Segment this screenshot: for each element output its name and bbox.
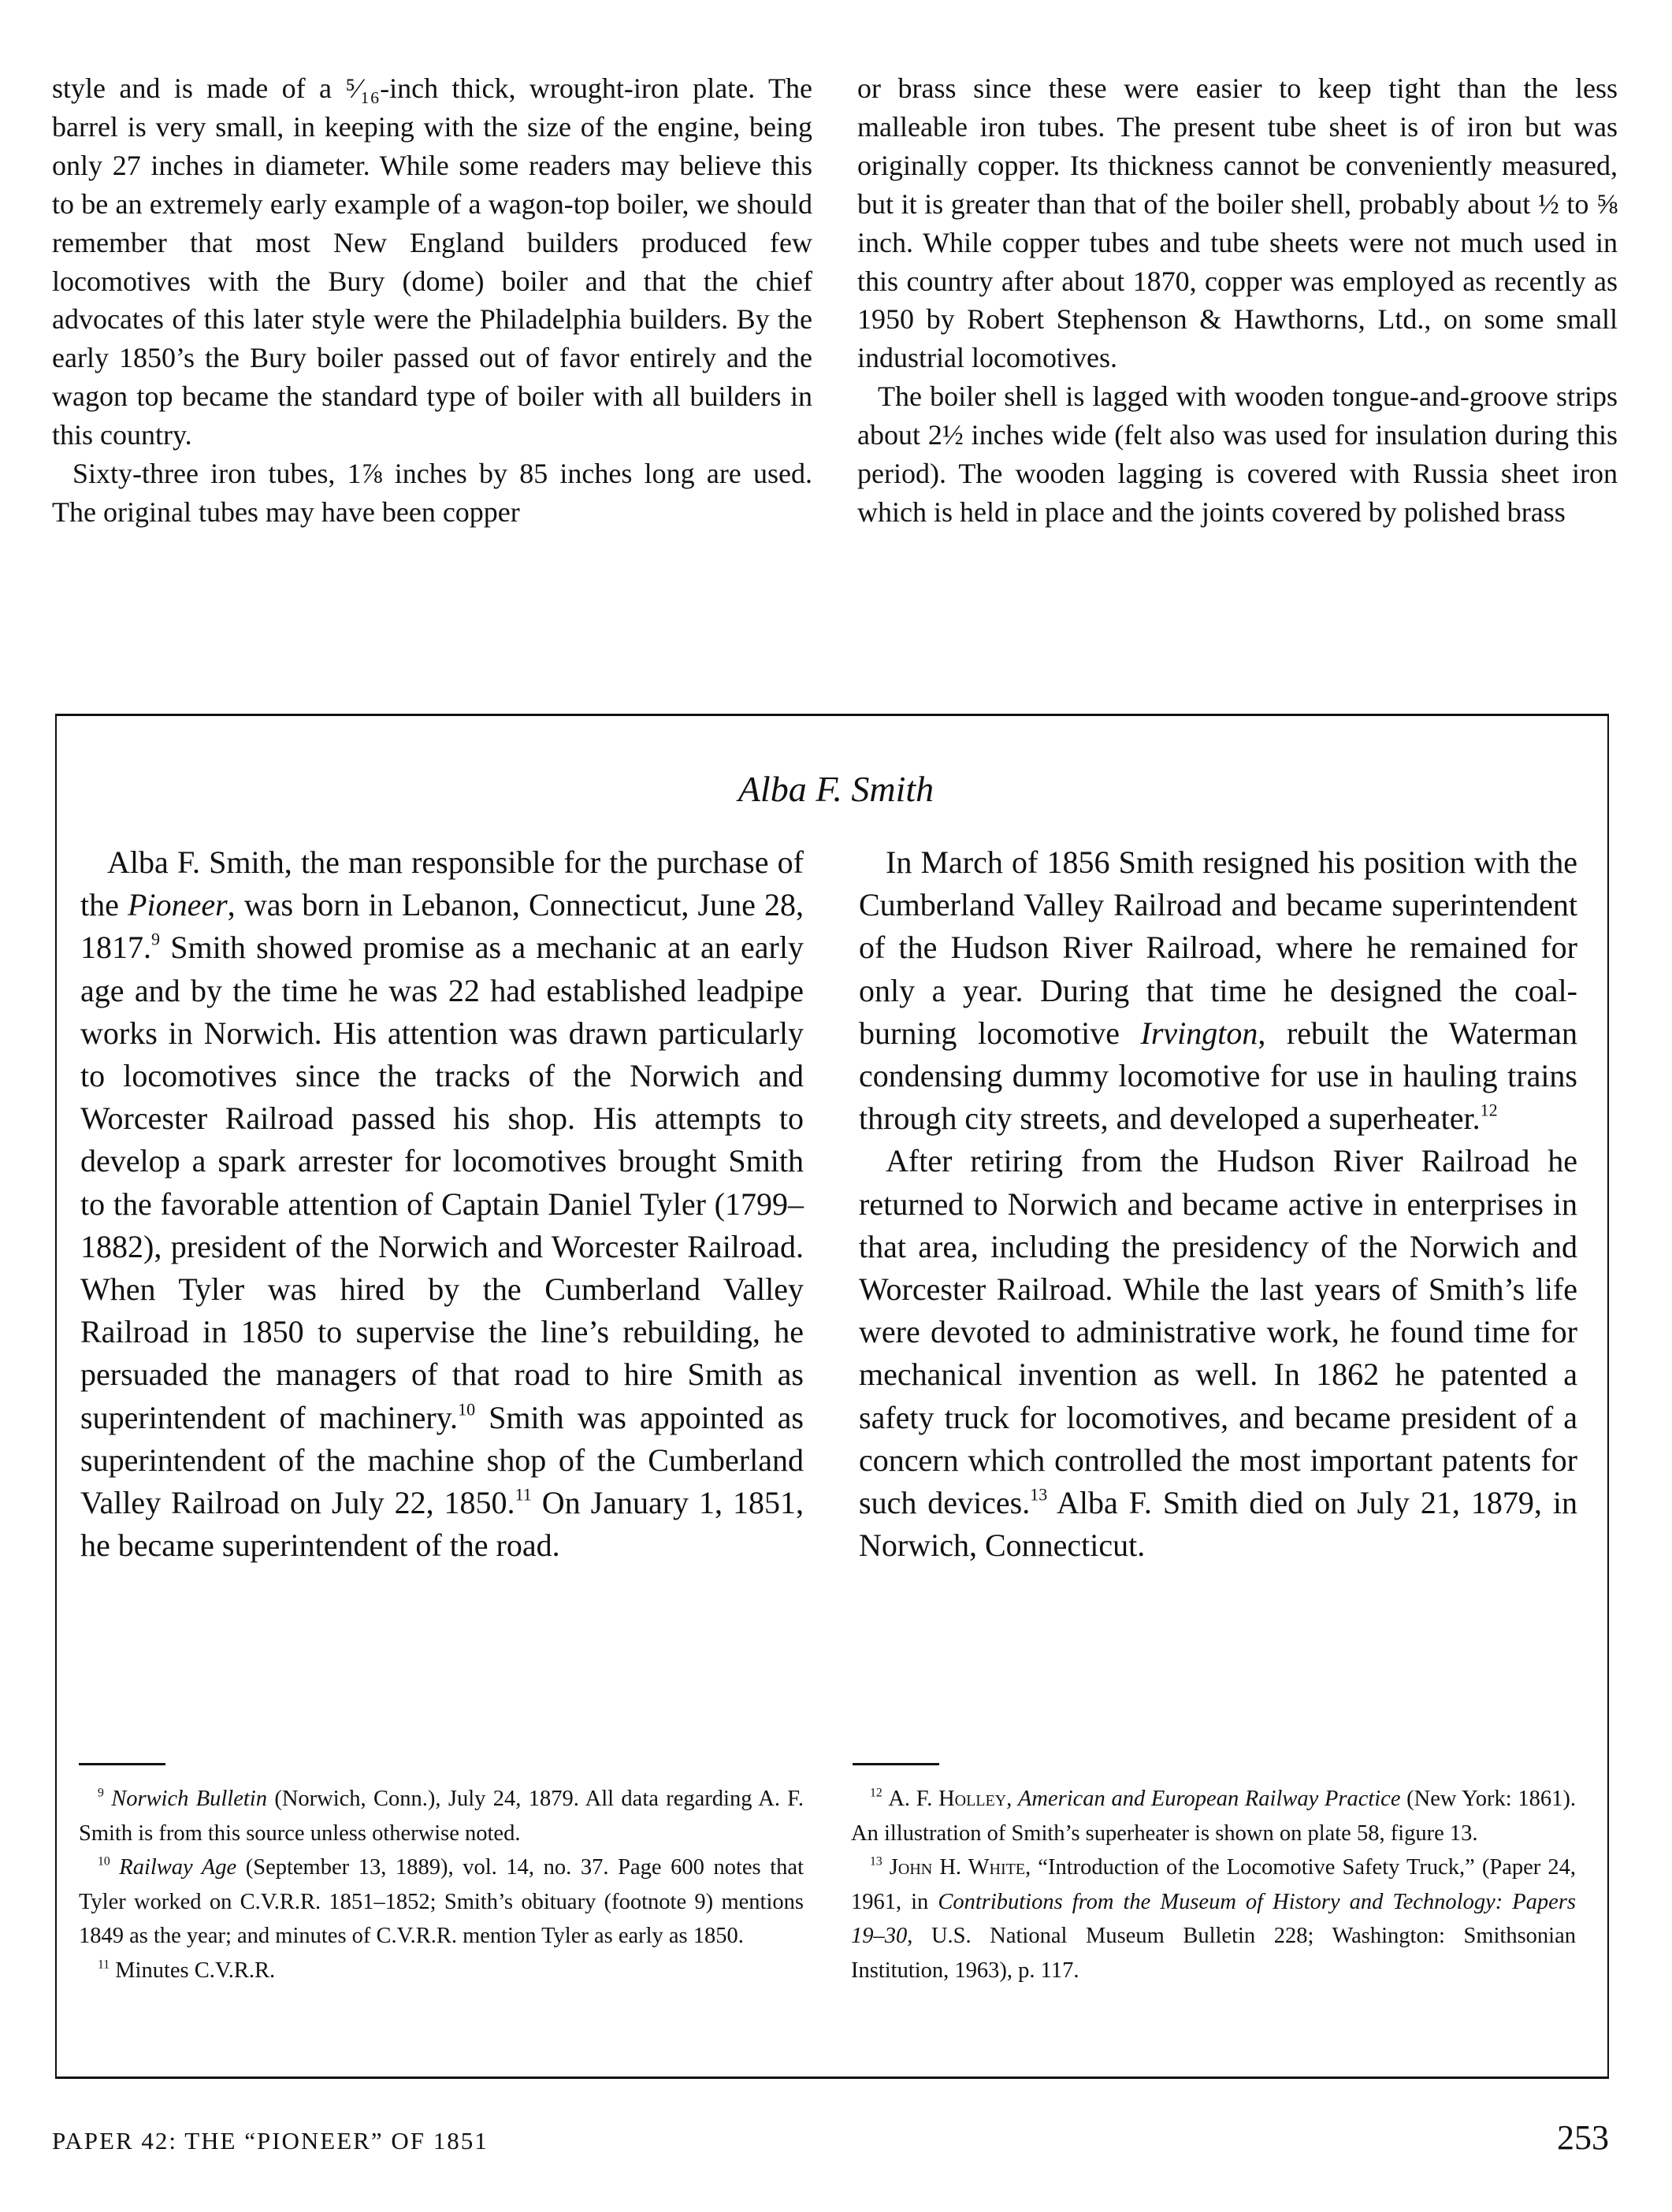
footnote-divider [79,1763,165,1765]
footnote [79,1850,804,1954]
box-column-left [80,841,804,1567]
box-column-right [859,841,1577,1567]
footnote-ref[interactable]: 9 [151,929,160,949]
text-run: , rebuilt the Waterman condensing dummy locomotive for use in hauling trains through city streets, and developed a superheater. [859,1015,1577,1137]
footnote-number: 10 [98,1854,110,1869]
footnote-divider [853,1763,939,1765]
footnote [851,1782,1576,1850]
running-footer-title: PAPER 42: THE “PIONEER” OF 1851 [52,2127,489,2154]
italic-title: American and European Railway Practice [1017,1787,1401,1811]
footnote [851,1850,1576,1987]
text-run: After retiring from the Hudson River Railroad he returned to Norwich and became active in enterprises in that area, including the presidency of the Norwich and Worcester Railroad. While the last years of Smith’s life were devoted to administrative work, he found time for mechanical invention as well. In 1862 he patented a safety truck for locomotives, and became president of a concern which controlled the most important patents for such devices. [859,1143,1577,1521]
italic-title: Pioneer [128,887,228,923]
footnotes-right [851,1782,1576,1988]
footnote-text: (September 13, 1889), vol. 14, no. 37. Page 600 notes that Tyler worked on C.V.R.R. 1851–1852; Smith’s obituary (footnote 9) mentions 1849 as the year; and minutes of C.V.R.R. mention Tyler as early as 1850. [79,1855,804,1949]
footnote-author: A. F. Holley [888,1787,1007,1811]
text-run: Smith showed promise as a mechanic at an early age and by the time he was 22 had established leadpipe works in Norwich. His attention was drawn particularly to locomotives since the tracks of the Norwich and Worcester Railroad passed his shop. His attempts to develop a spark arrester for locomotives brought Smith to the favorable attention of Captain Daniel Tyler (1799–1882), president of the Norwich and Worcester Railroad. When Tyler was hired by the Cumberland Valley Railroad in 1850 to supervise the line’s rebuilding, he persuaded the managers of that road to hire Smith as superintendent of machinery. [80,930,804,1435]
text-run: , was born in Lebanon, Connecticut, June 28, 1817. [80,887,804,966]
footnote-ref[interactable]: 11 [515,1484,532,1505]
italic-title: Irvington [1140,1015,1258,1051]
footnote-text: Minutes C.V.R.R. [115,1958,276,1983]
text-run: Smith was appointed as superintendent of the machine shop of the Cumberland Valley Railroad on July 22, 1850. [80,1399,804,1521]
footnote-ref[interactable]: 10 [458,1399,476,1420]
paragraph [80,841,804,1567]
italic-title: Railway Age [119,1855,237,1880]
body-column-right [857,69,1618,532]
box-title: Alba F. Smith [738,769,934,809]
footnote-text: (Norwich, Conn.), July 24, 1879. All data regarding A. F. Smith is from this source unless otherwise noted. [79,1787,804,1846]
footnote [79,1782,804,1850]
footnote [79,1954,804,1988]
paragraph [859,841,1577,1140]
footnotes-left [79,1782,804,1988]
paragraph: style and is made of a ⁵⁄₁₆-inch thick, wrought-iron plate. The barrel is very small, in keeping with the size of the engine, being only 27 inches in diameter. While some readers may believe this to be an extremely early example of a wagon-top boiler, we should remember that most New England builders produced few locomotives with the Bury (dome) boiler and that the chief advocates of this later style were the Philadelphia builders. By the early 1850’s the Bury boiler passed out of favor entirely and the wagon top became the standard type of boiler with all builders in this country. [52,72,812,451]
footnote-author: John H. White [889,1855,1026,1880]
paragraph: The boiler shell is lagged with wooden tongue-and-groove strips about 2½ inches wide (felt also was used for insulation during this period). The wooden lagging is covered with Russia sheet iron which is held in place and the joints covered by polished brass [857,380,1618,528]
page-number: 253 [1557,2118,1609,2157]
text-run: , [1006,1787,1018,1811]
footnote-number: 13 [870,1854,882,1869]
text-run: Alba F. Smith died on July 21, 1879, in Norwich, Connecticut. [859,1485,1578,1564]
footnote-number: 11 [98,1958,110,1972]
text-run: Alba F. Smith, the man responsible for the purchase of the [80,844,804,923]
footnote-ref[interactable]: 13 [1030,1484,1048,1505]
footnote-ref[interactable]: 12 [1480,1100,1498,1120]
paragraph [859,1140,1577,1567]
footnote-number: 12 [870,1786,882,1800]
text-run: In March of 1856 Smith resigned his position with the Cumberland Valley Railroad and became superintendent of the Hudson River Railroad, where he remained for only a year. During that time he designed the coal-burning locomotive [859,844,1577,1051]
footnote-number: 9 [98,1786,104,1800]
paragraph: or brass since these were easier to keep tight than the less malleable iron tubes. The present tube sheet is of iron but was originally copper. Its thickness cannot be conveniently measured, but it is greater than that of the boiler shell, probably about ½ to ⅝ inch. While copper tubes and tube sheets were not much used in this country after about 1870, copper was employed as recently as 1950 by Robert Stephenson & Hawthorns, Ltd., on some small industrial locomotives. [857,72,1618,374]
paragraph: Sixty-three iron tubes, 1⅞ inches by 85 inches long are used. The original tubes may have been copper [52,458,812,528]
footnote-text: , U.S. National Museum Bulletin 228; Washington: Smithsonian Institution, 1963), p. 117. [851,1924,1576,1983]
footnote-text: (New York: 1861). An illustration of Smith’s superheater is shown on plate 58, figure 13. [851,1787,1577,1846]
italic-title: Norwich Bulletin [111,1787,267,1811]
italic-title: Contributions from the Museum of History and Technology: Papers 19–30 [851,1889,1576,1949]
text-run: , “Introduction of the Locomotive Safety Truck,” (Paper 24, 1961, in [851,1855,1577,1914]
body-column-left [52,69,812,532]
text-run: On January 1, 1851, he became superintendent of the road. [80,1485,804,1564]
